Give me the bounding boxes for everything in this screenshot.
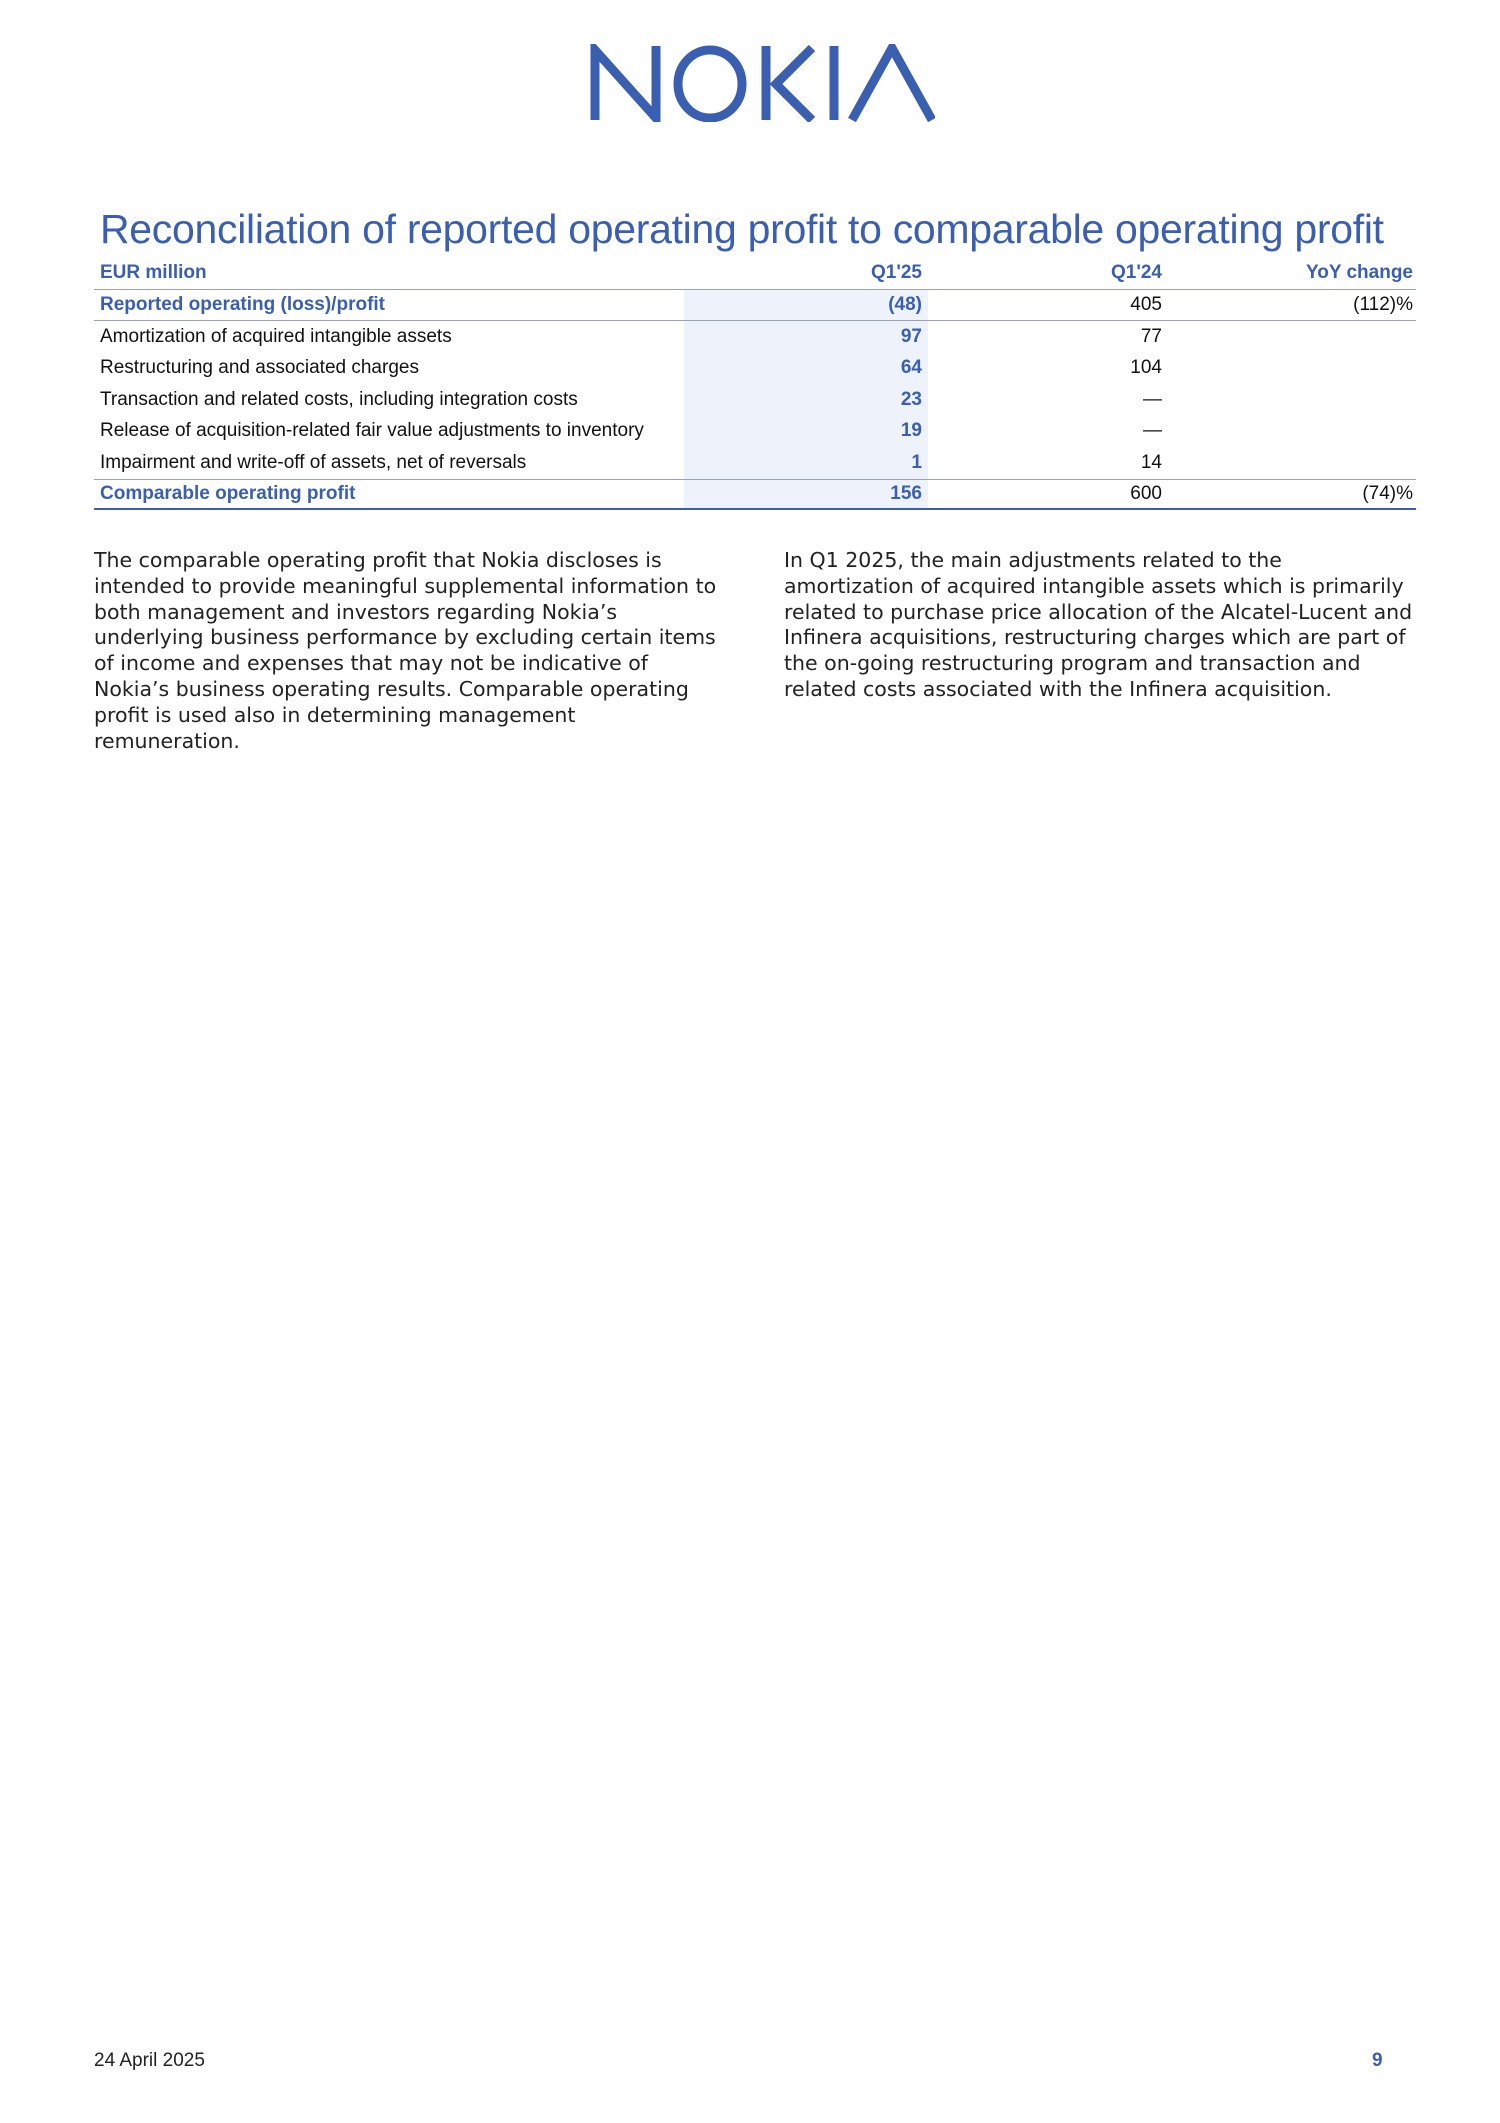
row-q125: 97 [684, 321, 928, 353]
row-q125: (48) [684, 290, 928, 321]
row-yoy: (74)% [1362, 482, 1413, 504]
body-paragraph-left: The comparable operating profit that Nokia discloses is intended to provide meaningful supplemental information to both management and investors regarding Nokia’s underlying business performance by excluding certain items of income and expenses that may not be indicative of Nokia’s business operating results. Comparable operating profit is used also in determining management remuneration. [94, 548, 717, 753]
row-q124: 600 [1130, 482, 1162, 504]
table-row [94, 321, 1416, 353]
page-title: Reconciliation of reported operating profit to comparable operating profit [100, 206, 1384, 252]
row-label: Reported operating (loss)/profit [100, 293, 385, 315]
table-row-reported [94, 290, 1416, 322]
row-q124: 104 [1130, 357, 1162, 379]
row-label: Amortization of acquired intangible assets [100, 325, 452, 347]
row-q124: 405 [1130, 293, 1162, 315]
header-eur-million: EUR million [100, 262, 207, 284]
row-q125: 64 [684, 353, 928, 385]
row-label: Restructuring and associated charges [100, 357, 419, 379]
header-yoy: YoY change [1306, 262, 1413, 284]
header-q125: Q1'25 [684, 258, 928, 289]
table-row-comparable [94, 479, 1416, 511]
row-q125: 1 [684, 447, 928, 479]
row-q125: 156 [684, 480, 928, 509]
table-row [94, 416, 1416, 448]
footer-date: 24 April 2025 [94, 2050, 205, 2071]
row-q125: 19 [684, 416, 928, 448]
body-paragraph-right: In Q1 2025, the main adjustments related to the amortization of acquired intangible assets which is primarily related to purchase price allocation of the Alcatel-Lucent and Infinera acquisitions, restructuring charges which are part of the on-going restructuring program and transaction and related costs associated with the Infinera acquisition. [784, 548, 1413, 701]
reconciliation-table [94, 258, 1416, 510]
row-label: Release of acquisition-related fair value adjustments to inventory [100, 420, 644, 442]
table-row [94, 447, 1416, 479]
row-q124: 14 [1140, 451, 1162, 473]
table-row [94, 384, 1416, 416]
table-header-row [94, 258, 1416, 290]
row-q124: — [1143, 420, 1162, 442]
row-label: Impairment and write-off of assets, net of reversals [100, 451, 527, 473]
nokia-logo [590, 44, 935, 122]
table-row [94, 353, 1416, 385]
nokia-logo-mark [590, 44, 935, 122]
row-q124: 77 [1140, 325, 1162, 347]
header-q124: Q1'24 [1111, 262, 1162, 284]
row-label: Transaction and related costs, including integration costs [100, 388, 578, 410]
row-yoy: (112)% [1353, 293, 1413, 315]
body-text [94, 548, 1416, 754]
row-q125: 23 [684, 384, 928, 416]
row-label: Comparable operating profit [100, 482, 356, 504]
page-number: 9 [1372, 2050, 1383, 2071]
row-q124: — [1143, 388, 1162, 410]
